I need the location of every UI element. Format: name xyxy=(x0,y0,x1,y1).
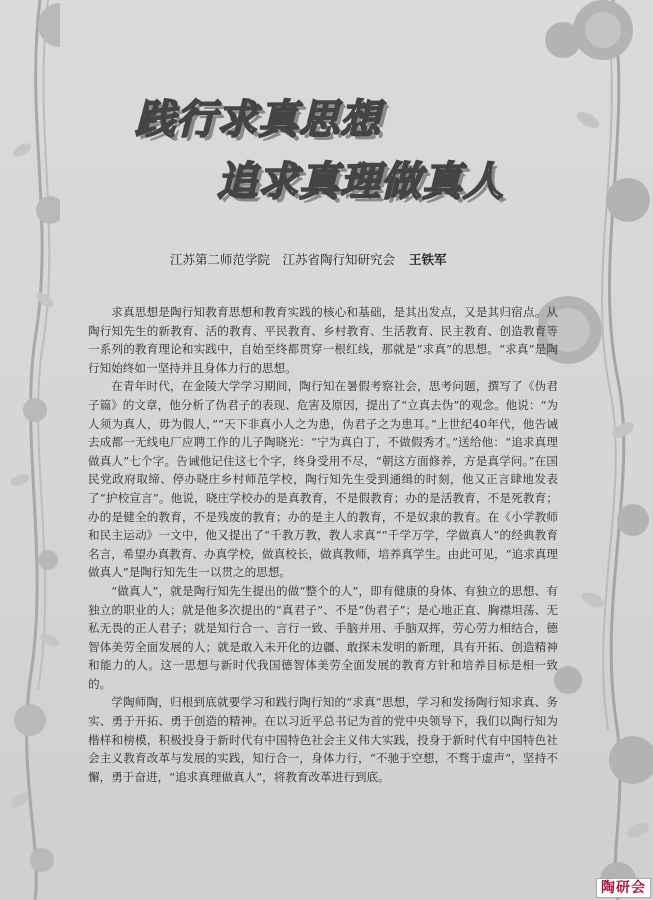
left-floral-border xyxy=(0,0,60,900)
author-affiliation: 江苏第二师范学院 江苏省陶行知研究会 xyxy=(170,252,396,267)
article-body xyxy=(88,303,558,786)
paragraph-3: “做真人”，就是陶行知先生提出的做“整个的人”，即有健康的身体、有独立的思想、有独立的职业的人；就是他多次提出的“真君子”、不是“伪君子”；是心地正直、胸襟坦荡、无私无畏的正人君子；就是知行合一、言行一致、手脑并用、手脑双挥，劳心劳力相结合，德智体美劳全面发展的人；就是敢入未开化的边疆、敢探未发明的新理，具有开拓、创造精神和能力的人。这一思想与新时代我国德智体美劳全面发展的教育方针和培养目标是相一致的。 xyxy=(88,583,558,691)
headline-line-2: 追求真理做真人 xyxy=(217,159,504,205)
paragraph-1: 求真思想是陶行知教育思想和教育实践的核心和基础，是其出发点，又是其归宿点。从陶行知先生的新教育、活的教育、平民教育、乡村教育、生活教育、民主教育、创造教育等一系列的教育理论和实践中，自始至终都贯穿一根红线，那就是“求真”的思想。“求真”是陶行知始终如一坚持并且身体力行的思想。 xyxy=(88,305,558,375)
paragraph-4: 学陶师陶，归根到底就要学习和践行陶行知的“求真”思想，学习和发扬陶行知求真、务实、勇于开拓、勇于创造的精神。在以习近平总书记为首的党中央领导下，我们以陶行知为楷样和榜模，积极投身于新时代有中国特色社会主义伟大实践，投身于新时代有中国特色社会主义教育改革与发展的实践，知行合一，身体力行，“不驰于空想，不骛于虚声”，坚持不懈，勇于奋进，“追求真理做真人”，将教育改革进行到底。 xyxy=(88,695,558,784)
publisher-logo: 陶研会 xyxy=(596,878,651,898)
author-name: 王铁军 xyxy=(409,252,447,267)
byline xyxy=(170,250,570,268)
rose-icon xyxy=(38,3,60,47)
headline-line-1: 践行求真思想 xyxy=(135,97,381,143)
paragraph-2: 在青年时代，在金陵大学学习期间，陶行知在暑假考察社会，思考问题，撰写了《伪君子篇》的文章，他分析了伪君子的表现、危害及原因，提出了“立真去伪”的观念。他说：“为人须为真人，毋为假人，”“天下非真小人之为患，伪君子之为患耳。”上世纪40年代，他告诫去成都一无线电厂应聘工作的儿子陶晓光：“宁为真白丁，不做假秀才。”送给他：“追求真理做真人”七个字。告诫他记住这七个字，终身受用不尽，“朝这方面修养，方是真学问。”在国民党政府取缔、停办晓庄乡村师范学校，陶行知先生受到通缉的时刻，他又正言肆地发表了“护校宣言”。他说，晓庄学校办的是真教育，不是假教育；办的是活教育，不是死教育；办的是健全的教育，不是残废的教育；办的是主人的教育，不是奴隶的教育。在《小学教师和民主运动》一文中，他又提出了“千教万教，教人求真”“千学万学，学做真人”的经典教育名言，希望办真教育、办真学校，做真校长，做真教师，培养真学生。由此可见，“追求真理做真人”是陶行知先生一以贯之的思想。 xyxy=(88,379,558,580)
